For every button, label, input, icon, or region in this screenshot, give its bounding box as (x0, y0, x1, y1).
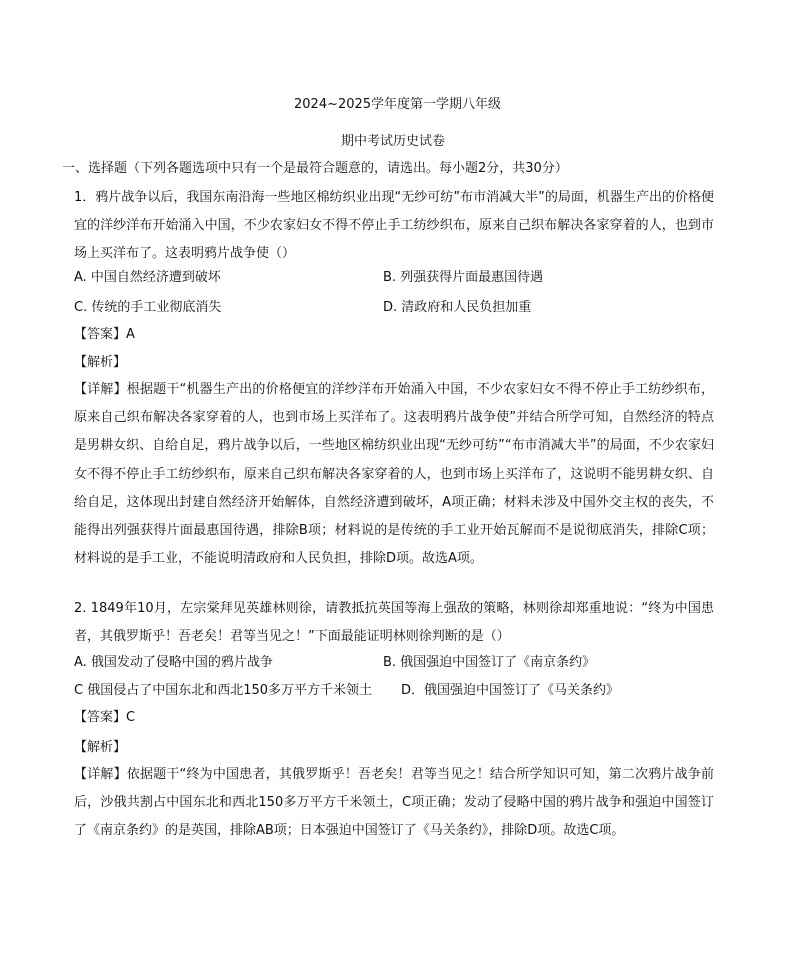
question-2-detail: 【详解】依据题干“终为中国患者，其俄罗斯乎！吾老矣！君等当见之！结合所学知识可知，第二次鸦片战争前后，沙俄共割占中国东北和西北150多万平方千米领土，C项正确；发动了侵略中国的鸦片战争和强迫中国签订了《南京条约》的是英国，排除AB项；日本强迫中国签订了《马关条约》，排除D项。故选C项。 (74, 767, 714, 839)
question-1-option-c: C. 传统的手工业彻底消失 (74, 300, 222, 315)
question-1-option-d: D. 清政府和人民负担加重 (383, 300, 532, 315)
question-2-option-b: B. 俄国强迫中国签订了《南京条约》 (383, 655, 596, 670)
question-2-answer: 【答案】C (74, 710, 136, 725)
question-2-analysis-label: 【解析】 (74, 740, 127, 755)
question-1-stem: 1．鸦片战争以后，我国东南沿海一些地区棉纺织业出现“无纱可纺”布市消减大半”的局面，机器生产出的价格便宜的洋纱洋布开始涌入中国，不少农家妇女不得不停止手工纺纱织布，原来自己织布解决各家穿着的人，也到市场上买洋布了。这表明鸦片战争使（） (74, 190, 714, 262)
question-2-option-d: D．俄国强迫中国签订了《马关条约》 (401, 683, 620, 698)
question-1-option-a: A. 中国自然经济遭到破坏 (74, 270, 221, 285)
exam-subtitle: 期中考试历史试卷 (341, 134, 446, 149)
question-1-answer: 【答案】A (74, 327, 135, 342)
question-1-detail: 【详解】根据题干“机器生产出的价格便宜的洋纱洋布开始涌入中国，不少农家妇女不得不停止手工纺纱织布，原来自己织布解决各家穿着的人，也到市场上买洋布了。这表明鸦片战争使”并结合所学可知，自然经济的特点是男耕女织、自给自足，鸦片战争以后，一些地区棉纺织业出现“无纱可纺”“布市消减大半”的局面，不少农家妇女不得不停止手工纺纱织布，原来自己织布解决各家穿着的人，也到市场上买洋布了，这说明不能男耕女织、自给自足，这体现出封建自然经济开始解体，自然经济遭到破坏，A项正确；材料未涉及中国外交主权的丧失，不能得出列强获得片面最惠国待遇，排除B项；材料说的是传统的手工业开始瓦解而不是说彻底消失，排除C项；材料说的是手工业，不能说明清政府和人民负担，排除D项。故选A项。 (74, 382, 714, 567)
question-2-stem: 2. 1849年10月，左宗棠拜见英雄林则徐，请教抵抗英国等海上强敌的策略，林则徐却郑重地说：“终为中国患者，其俄罗斯乎！吾老矣！君等当见之！”下面最能证明林则徐判断的是（） (74, 601, 714, 645)
question-2-option-c: C 俄国侵占了中国东北和西北150多万平方千米领土 (74, 683, 373, 698)
question-1-analysis-label: 【解析】 (74, 355, 127, 370)
section-heading: 一、选择题（下列各题选项中只有一个是最符合题意的，请选出。每小题2分，共30分） (62, 161, 568, 176)
exam-title: 2024~2025学年度第一学期八年级 (294, 97, 502, 112)
question-2-option-a: A. 俄国发动了侵略中国的鸦片战争 (74, 655, 273, 670)
question-1-option-b: B. 列强获得片面最惠国待遇 (383, 270, 544, 285)
